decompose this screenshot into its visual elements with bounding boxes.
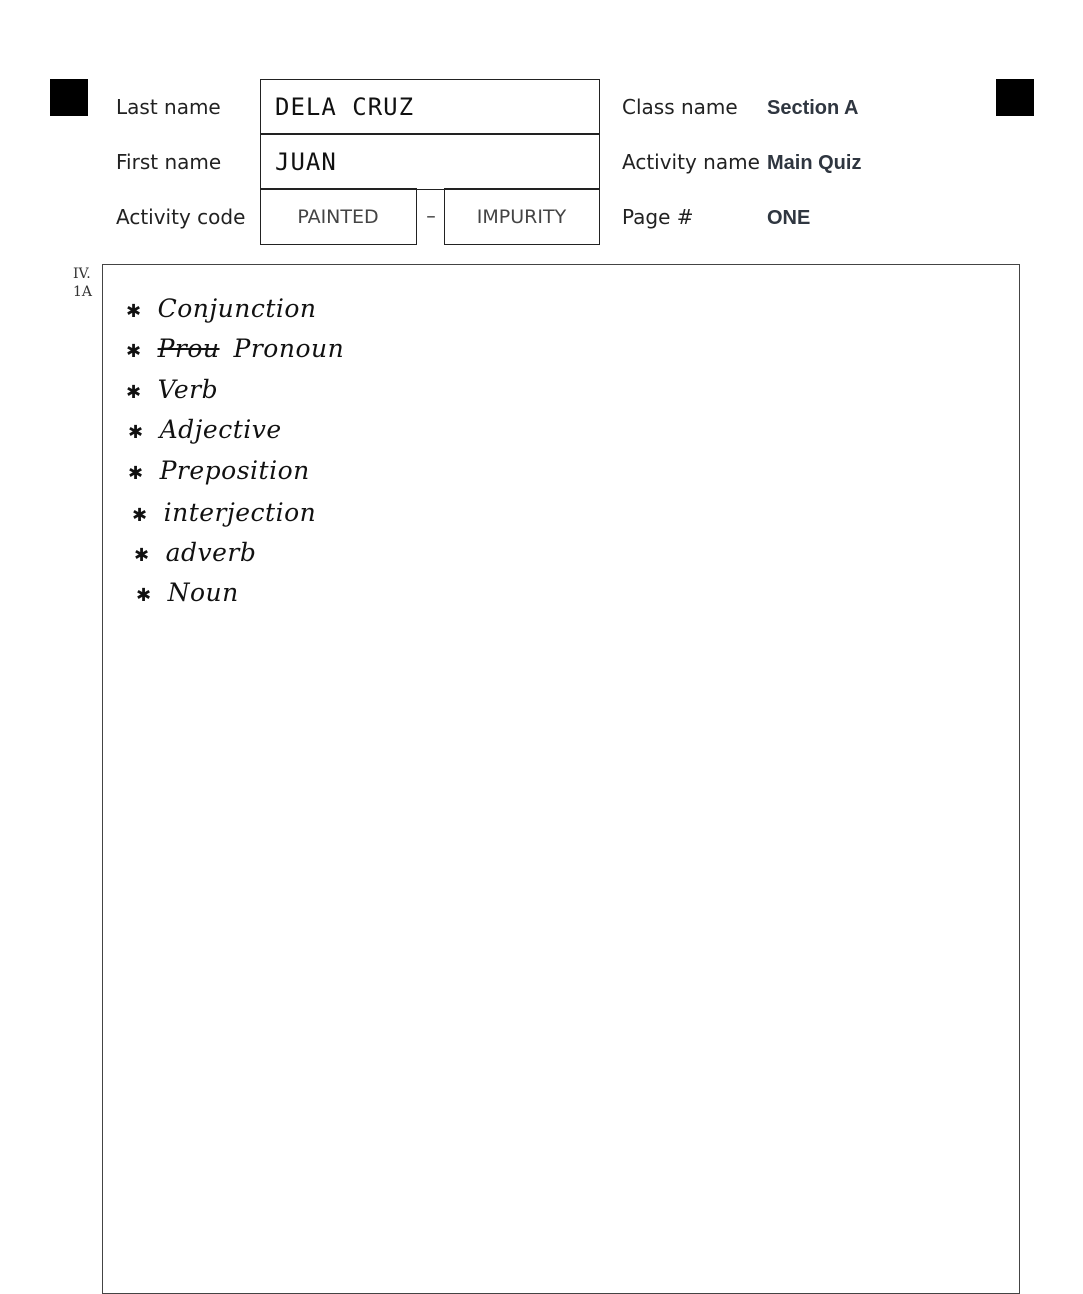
- answer-item: [132, 498, 316, 527]
- activity-code-label: Activity code: [116, 205, 246, 229]
- activity-name-value: Main Quiz: [767, 152, 862, 174]
- asterisk-icon: ✱: [126, 341, 142, 362]
- answer-text: Verb: [157, 375, 219, 404]
- last-name-value: DELA CRUZ: [275, 93, 415, 121]
- page-label: Page #: [622, 205, 694, 229]
- question-number-line1: IV.: [73, 266, 91, 282]
- answer-text: Conjunction: [157, 294, 317, 323]
- last-name-label: Last name: [116, 95, 221, 119]
- activity-code-right-box: [444, 188, 600, 245]
- activity-code-left-box: [260, 188, 417, 245]
- question-number: [73, 265, 92, 301]
- class-name-value: Section A: [767, 97, 859, 119]
- page-value: ONE: [767, 207, 811, 229]
- first-name-field[interactable]: [260, 133, 600, 190]
- asterisk-icon: ✱: [126, 301, 142, 322]
- asterisk-icon: ✱: [132, 505, 148, 526]
- activity-code-separator: –: [426, 205, 436, 227]
- answer-item: [126, 294, 317, 323]
- last-name-field[interactable]: [260, 79, 600, 135]
- registration-marker-right: [996, 79, 1034, 116]
- asterisk-icon: ✱: [134, 545, 150, 566]
- asterisk-icon: ✱: [128, 463, 144, 484]
- answer-text: adverb: [165, 538, 257, 567]
- answer-text: Preposition: [159, 456, 310, 485]
- activity-code-left: PAINTED: [297, 206, 379, 228]
- answer-item: [128, 415, 282, 444]
- crossed-out-text: Prou: [157, 334, 220, 363]
- answer-item: [126, 334, 344, 363]
- first-name-label: First name: [116, 150, 222, 174]
- answer-text: Pronoun: [233, 334, 345, 363]
- asterisk-icon: ✱: [128, 422, 144, 443]
- first-name-value: JUAN: [275, 148, 337, 176]
- class-name-label: Class name: [622, 95, 738, 119]
- asterisk-icon: ✱: [126, 382, 142, 403]
- answer-text: Adjective: [159, 415, 282, 444]
- answer-text: interjection: [163, 498, 317, 527]
- registration-marker-left: [50, 79, 88, 116]
- activity-name-label: Activity name: [622, 150, 760, 174]
- answer-item: [134, 538, 256, 567]
- answer-item: [128, 456, 310, 485]
- asterisk-icon: ✱: [136, 585, 152, 606]
- activity-code-right: IMPURITY: [476, 206, 567, 228]
- answer-text: Noun: [167, 578, 239, 607]
- answer-item: [136, 578, 239, 607]
- answer-item: [126, 375, 218, 404]
- question-number-line2: 1A: [73, 284, 93, 300]
